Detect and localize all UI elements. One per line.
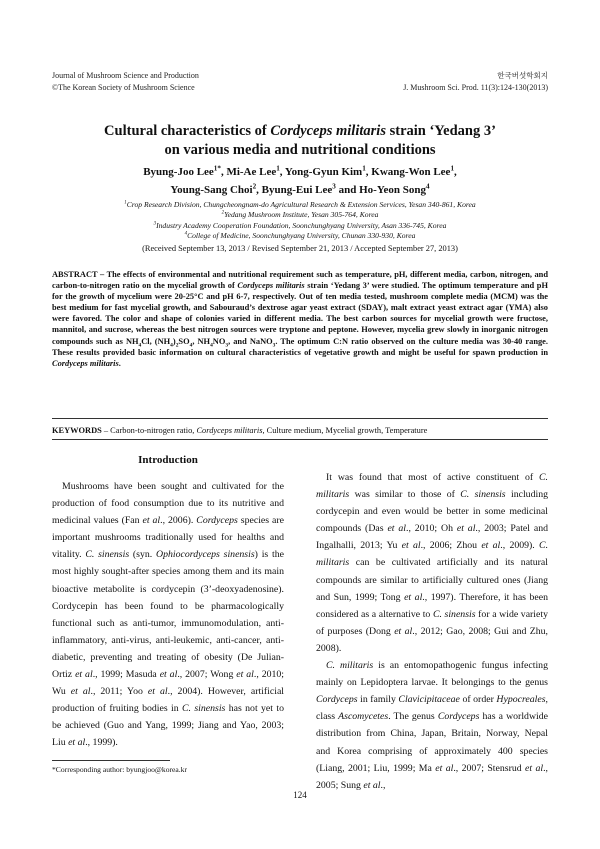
author-affiliation-marker: 3 <box>332 182 336 191</box>
page-number: 124 <box>293 790 307 800</box>
author-affiliation-marker: 1 <box>276 164 280 173</box>
keywords-label: KEYWORDS <box>52 426 102 435</box>
journal-society: ©The Korean Society of Mushroom Science <box>52 83 195 92</box>
abstract-rule-top <box>52 418 548 419</box>
intro-paragraph-2: It was found that most of active constituent of C. militaris was similar to those of C. sinensis including cordycepin and even would be better in some medicinal compounds (Das et al., 2010; Oh et al., 2003; Patel and Ingalhalli, 2013; Yu et al., 2006; Zhou et al., 2009). C. militaris can be cultivated artificially and its natural compounds are similar to artificially cultured ones (Jiang and Sun, 1999; Tong et al., 1997). Therefore, it has been considered as a alternative to C. sinensis for a wide variety of purposes (Dong et al., 2012; Gao, 2008; Gui and Zhu, 2008). <box>316 472 549 654</box>
author-affiliation-marker: 1 <box>362 164 366 173</box>
affiliation-line: $^1$Crop Research Division, Chungcheongnam-do Agricultural Research & Extension Services, Yesan 340-861, Korea <box>124 200 476 209</box>
footnote-rule <box>52 760 170 761</box>
journal-korean-name: 한국버섯학회지 <box>497 71 548 80</box>
author-name: Young-Sang Choi <box>170 184 253 196</box>
author-name: Byung-Joo Lee <box>143 166 214 178</box>
author-affiliation-marker: 4 <box>426 182 430 191</box>
author-affiliation-marker: 2 <box>252 182 257 191</box>
keywords: KEYWORDS – Carbon-to-nitrogen ratio, Cordyceps militaris, Culture medium, Mycelial growth, Temperature <box>52 426 428 435</box>
corresponding-author-footnote: *Corresponding author: byungjoo@korea.kr <box>52 765 188 774</box>
author-list <box>40 163 560 199</box>
author-name: Byung-Eui Lee <box>261 184 333 196</box>
author-name: Mi-Ae Lee <box>226 166 277 178</box>
journal-citation: J. Mushroom Sci. Prod. 11(3):124-130(2013) <box>403 83 548 92</box>
abstract: ABSTRACT – The effects of environmental and nutritional requirement such as temperature, pH, different media, carbon, nitrogen, and carbon-to-nitrogen ratio on the mycelial growth of Cordyceps militaris strain ‘Yedang 3’ were studied. The optimum temperature and pH for the growth of mycelium were 20-25°C and pH 6-7, respectively. Out of ten media tested, mushroom complete media (MCM) was the best medium for fast mycelial growth, and Sabouraud’s dextrose agar yeast extract (SDAY), malt extract yeast extract agar (YMA) also were favored. The color and shape of colonies varied in different media. The best carbon sources for mycelial growth were fructose, mannitol, and sucrose, whereas the best nitrogen sources were tryptone and peptone. However, mycelia grew slowly in inorganic nitrogen compounds such as $NH_4Cl$, $(NH_4)_2SO_4$, $NH_4NO_3$, and NaNO$_3$. The optimum C:N ratio observed on the culture media was 30-40 range. These results provided basic information on cultural characteristics of vegetative growth and might be useful for spawn production in Cordyceps militaris. <box>52 270 548 368</box>
author-name: Kwang-Won Lee <box>371 166 451 178</box>
journal-name: Journal of Mushroom Science and Production <box>52 71 199 80</box>
author-name: Yong-Gyun Kim <box>284 166 363 178</box>
author-affiliation-marker: 1 <box>450 164 455 173</box>
affiliation-line: $^3$Industry Academy Cooperation Foundation, Soonchunghyang University, Asan 336-745, Korea <box>153 220 447 230</box>
body-column-right <box>316 469 548 794</box>
title-species: Cordyceps militaris <box>270 123 386 139</box>
paper-title: Cultural characteristics of Cordyceps militaris strain ‘Yedang 3’ on various media and nutritional conditions <box>104 123 496 158</box>
author-name: Ho-Yeon Song <box>359 184 427 196</box>
author-line-1: Byung-Joo Lee$^{1*}$, Mi-Ae Lee$^1$, Yong-Gyun Kim$^1$, Kwang-Won Lee$^1$, <box>143 164 457 178</box>
author-affiliation-marker: 1* <box>213 164 221 173</box>
author-line-2: Young-Sang Choi$^2$, Byung-Eui Lee$^3$ and Ho-Yeon Song$^4$ <box>170 182 430 196</box>
journal-header-left <box>52 70 199 94</box>
keywords-rule-bottom <box>52 439 548 440</box>
intro-paragraph-1: Mushrooms have been sought and cultivated for the production of food consumption due to its nutritive and medicinal values (Fan et al., 2006). Cordyceps species are important mushrooms traditionally used for healths and vitality. C. sinensis (syn. Ophiocordyceps sinensis) is the most highly sought-after species among them and its main bioactive metabolite is cordycepin (3’-deoxyadenosine). Cordycepin has been found to be pharmacologically functional such as anti-tumor, immunomodulation, anti-inflammatory, anti-virus, anti-leukemic, anti-cancer, anti-diabetic, preventing and treating of obesity (De Julian-Ortiz et al., 1999; Masuda et al., 2007; Wong et al., 2010; Wu et al., 2011; Yoo et al., 2004). However, artificial production of fruiting bodies in C. sinensis has not yet to be achieved (Guo and Yang, 1999; Jiang and Yao, 2003; Liu et al., 1999). <box>52 481 285 749</box>
intro-paragraph-3: C. militaris is an entomopathogenic fungus infecting mainly on Lepidoptera larvae. It belongings to the genus Cordyceps in family Clavicipitaceae of order Hypocreales, class Ascomycetes. The genus Cordyceps has a worldwide distribution from China, Japan, Britain, Norway, Nepal and Korea comprising of approximately 400 species (Liang, 2001; Liu, 1999; Ma et al., 2007; Stensrud et al., 2005; Sung et al., <box>316 660 549 791</box>
abstract-label: ABSTRACT <box>52 270 98 279</box>
submission-dates: (Received September 13, 2013 / Revised September 21, 2013 / Accepted September 27, 2013) <box>142 244 458 253</box>
section-heading-introduction: Introduction <box>138 454 198 466</box>
affiliations <box>40 200 560 242</box>
body-column-left <box>52 448 284 752</box>
affiliation-line: $^4$College of Medicine, Soonchunghyang University, Chunan 330-930, Korea <box>184 231 416 241</box>
journal-header-right <box>403 70 548 94</box>
affiliation-line: $^2$Yedang Mushroom Institute, Yesan 305-764, Korea <box>221 210 379 220</box>
